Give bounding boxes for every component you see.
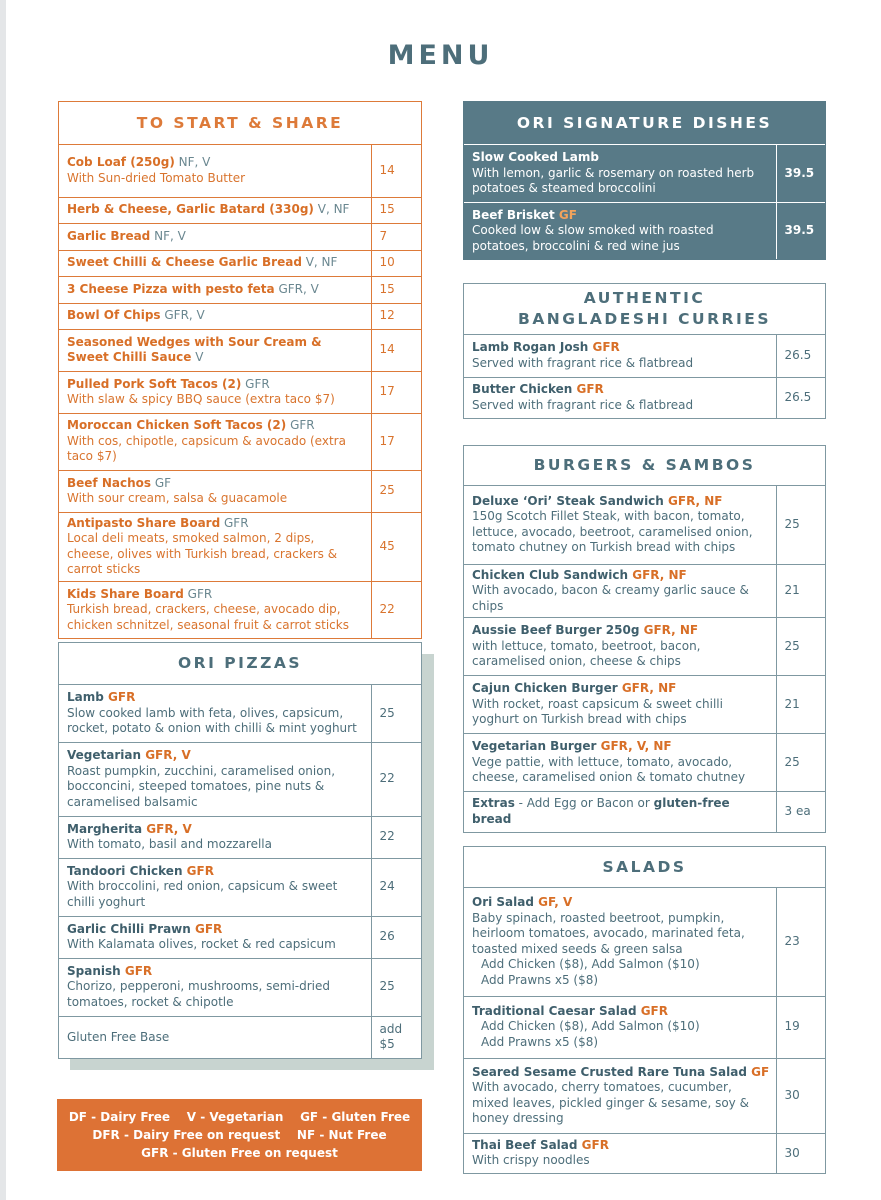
menu-item-row xyxy=(59,470,421,512)
menu-item-diet-tag: GFR, NF xyxy=(628,567,687,582)
extras-row xyxy=(464,792,825,832)
menu-item-name: Chicken Club Sandwich xyxy=(472,567,629,582)
curries-table xyxy=(464,335,825,418)
menu-item-diet-tag: V xyxy=(191,350,204,364)
menu-item-price: 39.5 xyxy=(776,202,825,259)
signature-header: ORI SIGNATURE DISHES xyxy=(464,102,825,145)
menu-item-price: 26.5 xyxy=(776,335,825,377)
menu-item-name: Tandoori Chicken xyxy=(67,863,183,878)
menu-item-price: 24 xyxy=(371,858,421,916)
menu-item-price: 10 xyxy=(371,250,421,276)
menu-item-description: With rocket, roast capsicum & sweet chilli yoghurt on Turkish bread with chips xyxy=(472,696,723,727)
menu-item-diet-tag: GF, V xyxy=(533,895,573,910)
menu-item-diet-tag: GFR xyxy=(182,863,214,878)
menu-item-diet-tag: GF xyxy=(151,475,172,490)
menu-item-name: Garlic Bread xyxy=(67,228,151,243)
menu-item-price: 14 xyxy=(371,145,421,197)
menu-item-row xyxy=(464,1133,825,1173)
menu-item-description: Local deli meats, smoked salmon, 2 dips, cheese, olives with Turkish bread, crackers & carrot sticks xyxy=(67,531,338,576)
menu-item-row xyxy=(59,197,421,223)
salads-table xyxy=(464,888,825,1173)
extras-label: Extras xyxy=(472,796,515,811)
menu-item-text xyxy=(464,202,776,259)
menu-item-name: Slow Cooked Lamb xyxy=(472,150,599,164)
menu-item-name: Antipasto Share Board xyxy=(67,515,221,530)
menu-item-addon: Add Prawns x5 ($8) xyxy=(481,972,599,987)
menu-item-text xyxy=(59,303,371,329)
menu-item-name: Sweet Chilli & Cheese Garlic Bread xyxy=(67,255,302,270)
menu-item-diet-tag: NF, V xyxy=(150,228,186,243)
curries-header-line2: BANGLADESHI CURRIES xyxy=(518,310,771,328)
menu-item-row xyxy=(59,916,421,958)
menu-item-text xyxy=(59,470,371,512)
menu-item-text xyxy=(464,618,776,676)
menu-item-row xyxy=(464,996,825,1058)
menu-item-name: Lamb xyxy=(67,690,104,704)
menu-item-text xyxy=(59,685,371,742)
gluten-free-base-text xyxy=(59,1016,371,1058)
menu-item-text xyxy=(59,223,371,250)
menu-item-diet-tag: GFR, V xyxy=(141,748,191,762)
menu-item-text xyxy=(59,581,371,638)
menu-item-price: 23 xyxy=(776,888,825,996)
menu-item-addon: Add Chicken ($8), Add Salmon ($10) xyxy=(481,1019,700,1034)
menu-item-price: 25 xyxy=(371,470,421,512)
menu-item-diet-tag: GF xyxy=(746,1064,770,1079)
menu-item-description: Served with fragrant rice & flatbread xyxy=(472,397,694,412)
menu-item-text xyxy=(59,512,371,581)
menu-item-row xyxy=(59,413,421,470)
menu-item-price: 25 xyxy=(776,618,825,676)
menu-item-row xyxy=(59,303,421,329)
salads-header: SALADS xyxy=(464,847,825,888)
pizzas-header: ORI PIZZAS xyxy=(59,643,421,685)
menu-item-name: Pulled Pork Soft Tacos (2) xyxy=(67,376,242,391)
menu-item-price: 25 xyxy=(371,685,421,742)
menu-item-price: 17 xyxy=(371,413,421,470)
menu-item-name: 3 Cheese Pizza with pesto feta xyxy=(67,281,275,296)
gluten-free-base-row xyxy=(59,1016,421,1058)
menu-item-row xyxy=(464,335,825,377)
menu-item-name: Thai Beef Salad xyxy=(472,1137,578,1152)
menu-item-price: 25 xyxy=(371,958,421,1016)
menu-item-diet-tag: GFR xyxy=(577,1137,609,1152)
menu-item-row xyxy=(464,145,825,202)
menu-item-text xyxy=(59,329,371,371)
salads-panel xyxy=(463,846,826,1174)
extras-description: - Add Egg or Bacon or xyxy=(514,796,654,811)
menu-item-price: 15 xyxy=(371,197,421,223)
menu-item-price: 26 xyxy=(371,916,421,958)
burgers-table xyxy=(464,486,825,832)
menu-item-description: with lettuce, tomato, beetroot, bacon, caramelised onion, cheese & chips xyxy=(472,638,701,669)
menu-item-text xyxy=(59,916,371,958)
menu-item-name: Moroccan Chicken Soft Tacos (2) xyxy=(67,418,287,433)
menu-item-name: Beef Nachos xyxy=(67,475,152,490)
menu-item-description: Vege pattie, with lettuce, tomato, avocado, cheese, caramelised onion & tomato chutney xyxy=(472,754,746,785)
menu-item-diet-tag: GFR xyxy=(241,376,270,391)
burgers-header: BURGERS & SAMBOS xyxy=(464,446,825,486)
menu-item-text xyxy=(464,996,776,1058)
gluten-free-base-label: Gluten Free Base xyxy=(67,1029,170,1044)
menu-item-name: Seasoned Wedges with Sour Cream & Sweet Chilli Sauce xyxy=(67,334,322,364)
menu-item-text xyxy=(464,1058,776,1133)
legend-line-1: DF - Dairy Free V - Vegetarian GF - Gluten Free xyxy=(68,1110,411,1124)
menu-item-name: Herb & Cheese, Garlic Batard (330g) xyxy=(67,202,314,217)
menu-item-row xyxy=(464,888,825,996)
menu-item-row xyxy=(464,377,825,418)
menu-item-row xyxy=(59,581,421,638)
menu-item-price: 39.5 xyxy=(776,145,825,202)
menu-item-price: 30 xyxy=(776,1058,825,1133)
menu-item-diet-tag: GFR xyxy=(588,340,620,355)
menu-item-row xyxy=(59,329,421,371)
menu-item-diet-tag: GFR xyxy=(183,586,213,601)
menu-item-text xyxy=(464,145,776,202)
menu-item-diet-tag: V, NF xyxy=(313,202,350,217)
menu-item-text xyxy=(464,486,776,564)
menu-item-diet-tag: GFR xyxy=(220,515,249,530)
menu-item-text xyxy=(59,145,371,197)
menu-item-name: Spanish xyxy=(67,963,121,978)
menu-item-description: With cos, chipotle, capsicum & avocado (extra taco $7) xyxy=(67,433,346,464)
menu-item-price: 25 xyxy=(776,486,825,564)
menu-item-diet-tag: GFR, V xyxy=(274,281,319,296)
menu-item-text xyxy=(59,742,371,816)
extras-text xyxy=(464,792,776,832)
menu-item-text xyxy=(59,250,371,276)
menu-item-name: Beef Brisket xyxy=(472,207,555,222)
menu-item-row xyxy=(59,958,421,1016)
menu-item-name: Deluxe ‘Ori’ Steak Sandwich xyxy=(472,493,664,508)
menu-item-diet-tag: GFR xyxy=(286,418,315,433)
menu-item-text xyxy=(59,816,371,858)
menu-item-name: Margherita xyxy=(67,821,143,836)
menu-item-row xyxy=(59,250,421,276)
menu-item-name: Seared Sesame Crusted Rare Tuna Salad xyxy=(472,1064,747,1079)
menu-item-row xyxy=(59,145,421,197)
menu-item-diet-tag: GFR, NF xyxy=(617,681,677,696)
extras-price: 3 ea xyxy=(776,792,825,832)
menu-item-row xyxy=(464,1058,825,1133)
signature-table xyxy=(464,145,825,259)
menu-item-diet-tag: GFR xyxy=(572,382,604,397)
curries-panel xyxy=(463,283,826,419)
menu-item-description: With Kalamata olives, rocket & red capsicum xyxy=(67,937,336,951)
base-price-line1: add xyxy=(379,1021,403,1036)
menu-item-price: 15 xyxy=(371,276,421,303)
menu-item-row xyxy=(464,618,825,676)
menu-item-price: 22 xyxy=(371,581,421,638)
menu-item-row xyxy=(59,276,421,303)
menu-item-description: Baby spinach, roasted beetroot, pumpkin, heirloom tomatoes, avocado, marinated feta, toasted mixed seeds & green salsa xyxy=(472,910,745,956)
menu-item-diet-tag: NF, V xyxy=(174,155,211,170)
menu-item-text xyxy=(464,564,776,618)
base-price-line2: $5 xyxy=(379,1037,395,1052)
menu-item-text xyxy=(464,888,776,996)
menu-item-name: Bowl Of Chips xyxy=(67,308,161,323)
menu-item-row xyxy=(59,685,421,742)
menu-item-row xyxy=(59,512,421,581)
menu-item-description: With slaw & spicy BBQ sauce (extra taco $7) xyxy=(67,392,335,406)
menu-item-description: Slow cooked lamb with feta, olives, capsicum, rocket, potato & onion with chilli & mint yoghurt xyxy=(67,705,357,735)
menu-item-text xyxy=(59,276,371,303)
menu-item-text xyxy=(59,371,371,413)
menu-item-description: Cooked low & slow smoked with roasted potatoes, broccolini & red wine jus xyxy=(472,223,714,253)
menu-item-row xyxy=(59,223,421,250)
curries-header-line1: AUTHENTIC xyxy=(583,289,706,307)
menu-item-text xyxy=(464,377,776,418)
menu-item-price: 12 xyxy=(371,303,421,329)
menu-item-row xyxy=(464,564,825,618)
menu-item-name: Lamb Rogan Josh xyxy=(472,340,589,355)
menu-item-text xyxy=(59,858,371,916)
menu-item-diet-tag: V, NF xyxy=(301,255,338,270)
menu-item-row xyxy=(59,371,421,413)
menu-item-text xyxy=(59,413,371,470)
menu-item-description: With avocado, bacon & creamy garlic sauce & chips xyxy=(472,583,749,613)
menu-item-price: 21 xyxy=(776,676,825,734)
start-share-table xyxy=(59,145,421,638)
signature-panel xyxy=(463,101,826,260)
menu-item-diet-tag: GFR xyxy=(190,921,223,936)
menu-item-price: 22 xyxy=(371,742,421,816)
menu-item-diet-tag: GFR, V xyxy=(160,308,205,323)
menu-item-price: 45 xyxy=(371,512,421,581)
menu-item-description: Roast pumpkin, zucchini, caramelised onion, bocconcini, steeped tomatoes, pine nuts & caramelised balsamic xyxy=(67,763,336,809)
menu-item-text xyxy=(464,734,776,792)
menu-item-description: With broccolini, red onion, capsicum & sweet chilli yoghurt xyxy=(67,879,338,909)
menu-item-addon: Add Prawns x5 ($8) xyxy=(481,1034,599,1049)
menu-item-name: Vegetarian xyxy=(67,748,142,762)
dietary-legend xyxy=(57,1099,422,1171)
menu-item-name: Vegetarian Burger xyxy=(472,739,597,754)
menu-item-name: Cob Loaf (250g) xyxy=(67,155,175,170)
menu-item-price: 19 xyxy=(776,996,825,1058)
menu-item-price: 21 xyxy=(776,564,825,618)
menu-item-row xyxy=(464,676,825,734)
menu-item-diet-tag: GFR, V xyxy=(142,821,192,836)
pizzas-panel xyxy=(58,642,422,1059)
menu-item-price: 26.5 xyxy=(776,377,825,418)
menu-item-description: With Sun-dried Tomato Butter xyxy=(67,170,246,185)
menu-item-price: 7 xyxy=(371,223,421,250)
menu-item-row xyxy=(464,486,825,564)
extras-gluten-free: gluten-free bread xyxy=(472,796,730,826)
pizzas-table xyxy=(59,685,421,1058)
menu-item-text xyxy=(59,958,371,1016)
menu-item-description: Chorizo, pepperoni, mushrooms, semi-dried tomatoes, rocket & chipotle xyxy=(67,979,331,1009)
legend-line-2: DFR - Dairy Free on request NF - Nut Free xyxy=(92,1128,387,1142)
menu-item-name: Aussie Beef Burger 250g xyxy=(472,623,640,638)
menu-item-diet-tag: GF xyxy=(554,207,577,222)
menu-item-text xyxy=(464,676,776,734)
menu-item-price: 25 xyxy=(776,734,825,792)
menu-item-diet-tag: GFR, V, NF xyxy=(596,739,672,754)
menu-item-price: 30 xyxy=(776,1133,825,1173)
menu-item-description: Turkish bread, crackers, cheese, avocado dip, chicken schnitzel, seasonal fruit & carrot sticks xyxy=(67,602,349,632)
menu-item-name: Butter Chicken xyxy=(472,382,573,397)
menu-item-price: 17 xyxy=(371,371,421,413)
page-edge-shadow xyxy=(0,0,6,1200)
menu-item-description: With crispy noodles xyxy=(472,1153,590,1168)
menu-item-row xyxy=(464,734,825,792)
curries-header xyxy=(464,284,825,335)
menu-item-name: Garlic Chilli Prawn xyxy=(67,921,191,936)
menu-item-name: Ori Salad xyxy=(472,895,534,910)
menu-item-price: 22 xyxy=(371,816,421,858)
gluten-free-base-price xyxy=(371,1016,421,1058)
menu-item-description: With tomato, basil and mozzarella xyxy=(67,837,272,851)
menu-item-name: Cajun Chicken Burger xyxy=(472,681,618,696)
menu-item-text xyxy=(464,335,776,377)
menu-item-price: 14 xyxy=(371,329,421,371)
menu-item-description: With avocado, cherry tomatoes, cucumber, mixed leaves, pickled ginger & sesame, soy & honey dressing xyxy=(472,1080,749,1125)
menu-item-description: With lemon, garlic & rosemary on roasted herb potatoes & steamed broccolini xyxy=(472,165,755,195)
legend-line-3: GFR - Gluten Free on request xyxy=(141,1146,338,1160)
menu-item-diet-tag: GFR xyxy=(103,690,136,704)
burgers-panel xyxy=(463,445,826,833)
menu-item-diet-tag: GFR xyxy=(120,963,153,978)
menu-item-description: Served with fragrant rice & flatbread xyxy=(472,355,694,370)
menu-item-text xyxy=(59,197,371,223)
menu-item-diet-tag: GFR xyxy=(636,1003,668,1018)
menu-item-name: Traditional Caesar Salad xyxy=(472,1003,637,1018)
menu-item-row xyxy=(59,858,421,916)
menu-item-diet-tag: GFR, NF xyxy=(663,493,723,508)
menu-item-description: 150g Scotch Fillet Steak, with bacon, tomato, lettuce, avocado, beetroot, caramelised onion, tomato chutney on Turkish bread with chips xyxy=(472,509,753,555)
start-share-panel xyxy=(58,101,422,639)
menu-item-name: Kids Share Board xyxy=(67,586,184,601)
menu-item-description: With sour cream, salsa & guacamole xyxy=(67,491,288,505)
menu-item-row xyxy=(59,742,421,816)
menu-item-row xyxy=(464,202,825,259)
menu-item-addon: Add Chicken ($8), Add Salmon ($10) xyxy=(481,957,700,972)
menu-item-row xyxy=(59,816,421,858)
start-share-header: TO START & SHARE xyxy=(59,102,421,145)
menu-item-diet-tag: GFR, NF xyxy=(639,623,699,638)
menu-item-text xyxy=(464,1133,776,1173)
page-title: MENU xyxy=(387,40,494,71)
